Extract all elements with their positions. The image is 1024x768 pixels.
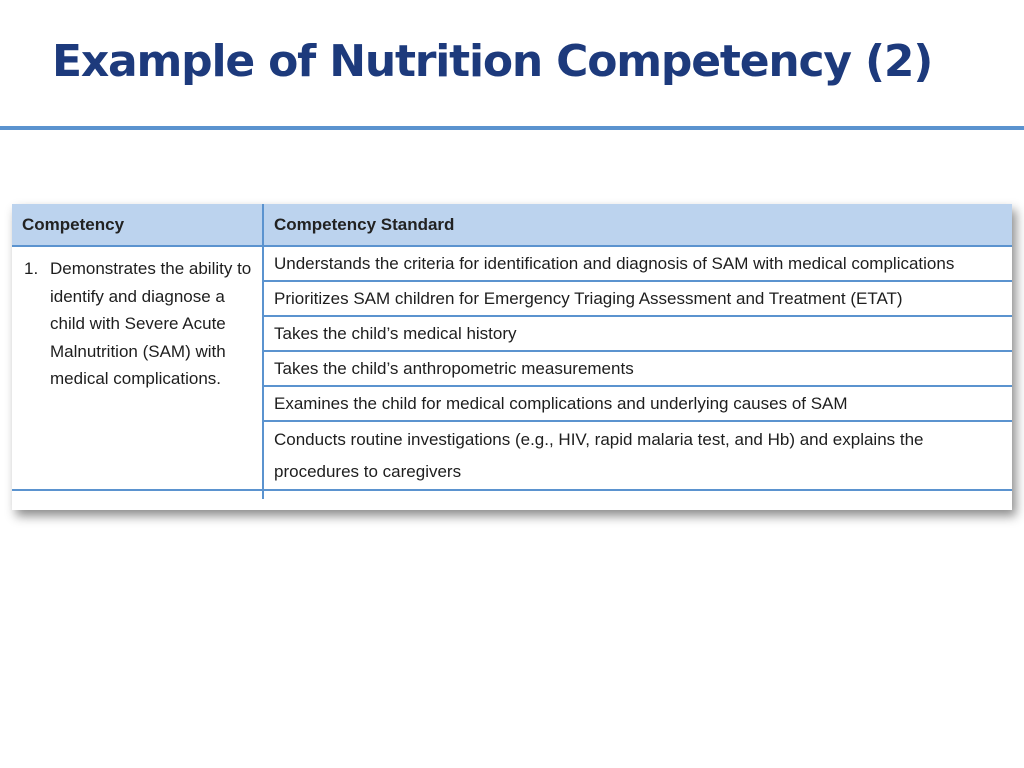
- standard-cell: Examines the child for medical complications and underlying causes of SAM: [263, 386, 1012, 421]
- competency-table-image: [12, 204, 1012, 510]
- standard-cell: Understands the criteria for identification and diagnosis of SAM with medical complications: [263, 246, 1012, 281]
- competency-cell: [12, 246, 263, 490]
- empty-cell: [12, 490, 263, 499]
- empty-cell: [263, 490, 1012, 499]
- table-header-row: [12, 204, 1012, 246]
- competency-table: [12, 204, 1012, 499]
- header-competency: Competency: [12, 204, 263, 246]
- standard-cell: Takes the child’s medical history: [263, 316, 1012, 351]
- competency-number: 1.: [24, 259, 39, 278]
- standard-cell: Conducts routine investigations (e.g., HIV, rapid malaria test, and Hb) and explains the procedures to caregivers: [263, 421, 1012, 490]
- header-competency-standard: Competency Standard: [263, 204, 1012, 246]
- title-divider: [0, 126, 1024, 130]
- competency-item: [24, 255, 254, 393]
- slide-title: Example of Nutrition Competency (2): [52, 36, 933, 87]
- standard-cell: Prioritizes SAM children for Emergency Triaging Assessment and Treatment (ETAT): [263, 281, 1012, 316]
- table-row-empty: [12, 490, 1012, 499]
- competency-description: Demonstrates the ability to identify and diagnose a child with Severe Acute Malnutrition (SAM) with medical complications.: [50, 259, 252, 388]
- table-row: [12, 246, 1012, 281]
- standard-cell: Takes the child’s anthropometric measurements: [263, 351, 1012, 386]
